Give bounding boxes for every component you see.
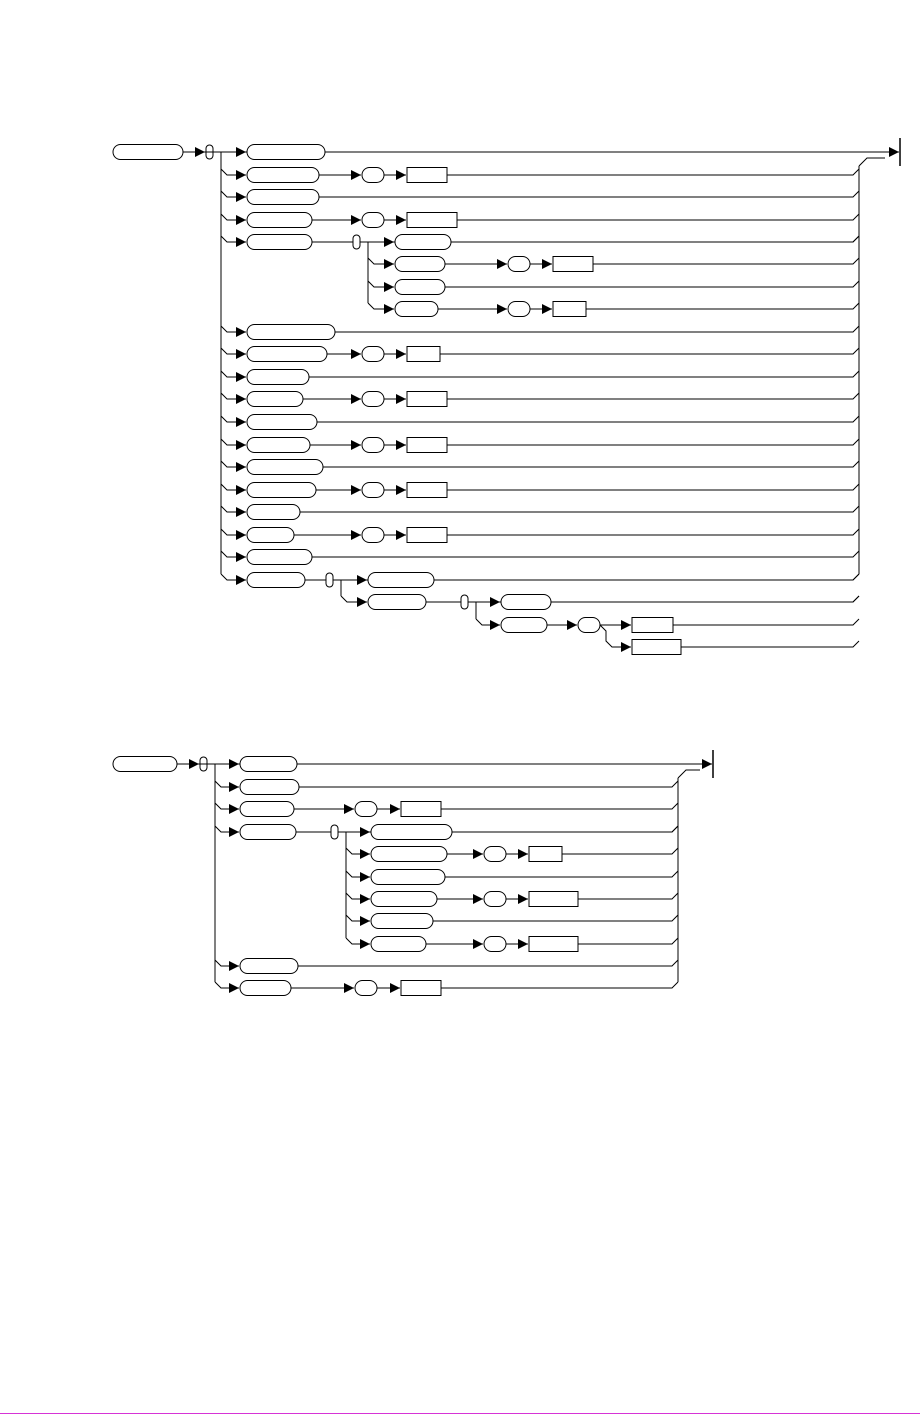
connector-line: [578, 893, 678, 899]
connector-line: [317, 416, 859, 422]
connector-line: [213, 152, 221, 574]
separator-circle: [362, 528, 384, 543]
keyword-pill: [247, 325, 335, 340]
keyword-pill: [368, 595, 426, 610]
keyword-pill: [240, 959, 298, 974]
connector-line: [346, 893, 370, 899]
connector-line: [298, 960, 678, 966]
keyword-pill: [113, 757, 177, 772]
keyword-pill: [395, 235, 451, 250]
parameter-box: [529, 892, 578, 907]
connector-line: [221, 236, 246, 242]
connector-line: [346, 871, 370, 877]
connector-line: [221, 214, 246, 220]
keyword-pill: [501, 595, 551, 610]
connector-line: [346, 915, 370, 921]
keyword-pill: [247, 573, 305, 588]
separator-circle: [362, 347, 384, 362]
connector-line: [678, 770, 700, 778]
keyword-pill: [247, 392, 303, 407]
keyword-pill: [368, 573, 434, 588]
syntax-diagram-1: [113, 138, 900, 655]
keyword-pill: [247, 347, 327, 362]
connector-line: [300, 506, 859, 512]
parameter-box: [407, 392, 447, 407]
connector-line: [476, 619, 500, 625]
separator-circle: [484, 847, 506, 862]
connector-line: [468, 602, 476, 619]
connector-line: [312, 551, 859, 557]
connector-line: [221, 348, 246, 354]
keyword-pill: [247, 415, 317, 430]
connector-line: [207, 764, 215, 982]
parameter-box: [407, 347, 440, 362]
separator-circle: [578, 618, 600, 633]
connector-line: [299, 781, 678, 787]
connector-line: [451, 236, 859, 242]
syntax-diagram-2: [113, 750, 713, 996]
keyword-pill: [395, 302, 438, 317]
connector-line: [445, 281, 859, 287]
separator-circle: [484, 937, 506, 952]
connector-line: [319, 191, 859, 197]
connector-line: [221, 169, 246, 175]
connector-line: [346, 938, 370, 944]
keyword-pill: [247, 438, 310, 453]
connector-line: [333, 580, 341, 596]
keyword-pill: [113, 145, 183, 160]
connector-line: [441, 982, 678, 988]
separator-circle: [362, 213, 384, 228]
parameter-box: [407, 528, 447, 543]
connector-line: [434, 574, 859, 580]
keyword-pill: [247, 370, 309, 385]
keyword-pill: [395, 280, 445, 295]
connector-line: [221, 551, 246, 557]
keyword-pill: [247, 460, 323, 475]
keyword-pill: [247, 213, 312, 228]
parameter-box: [401, 802, 441, 817]
keyword-pill: [247, 505, 300, 520]
keyword-pill: [247, 190, 319, 205]
connector-line: [309, 371, 859, 377]
connector-line: [447, 393, 859, 399]
connector-line: [457, 214, 859, 220]
connector-line: [221, 484, 246, 490]
keyword-pill: [371, 870, 445, 885]
parameter-box: [553, 302, 586, 317]
parameter-box: [407, 168, 447, 183]
connector-line: [681, 641, 859, 647]
parameter-box: [632, 618, 673, 633]
keyword-pill: [240, 780, 299, 795]
connector-line: [296, 826, 678, 832]
parameter-box: [401, 981, 441, 996]
branch-node: [461, 595, 468, 609]
connector-line: [447, 169, 859, 175]
connector-line: [221, 191, 246, 197]
connector-line: [346, 848, 370, 854]
separator-circle: [362, 392, 384, 407]
parameter-box: [529, 937, 578, 952]
connector-line: [593, 258, 859, 264]
keyword-pill: [247, 145, 325, 160]
parameter-box: [529, 847, 562, 862]
connector-line: [368, 281, 394, 287]
connector-line: [221, 393, 246, 399]
keyword-pill: [240, 981, 291, 996]
connector-line: [341, 596, 367, 602]
connector-line: [600, 625, 631, 647]
parameter-box: [407, 438, 447, 453]
connector-line: [215, 781, 239, 787]
separator-circle: [355, 802, 377, 817]
parameter-box: [407, 483, 447, 498]
branch-node: [331, 825, 338, 839]
separator-circle: [362, 438, 384, 453]
keyword-pill: [247, 550, 312, 565]
connector-line: [447, 439, 859, 445]
keyword-pill: [247, 483, 316, 498]
keyword-pill: [371, 892, 437, 907]
connector-line: [221, 326, 246, 332]
connector-line: [215, 826, 239, 832]
connector-line: [368, 303, 394, 309]
separator-circle: [508, 302, 530, 317]
connector-line: [433, 915, 678, 921]
connector-line: [221, 574, 246, 580]
connector-line: [221, 529, 246, 535]
connector-line: [215, 982, 239, 988]
connector-line: [312, 236, 859, 242]
keyword-pill: [240, 757, 297, 772]
connector-line: [221, 506, 246, 512]
branch-node: [326, 573, 333, 587]
keyword-pill: [240, 825, 296, 840]
connector-line: [447, 484, 859, 490]
separator-circle: [484, 892, 506, 907]
keyword-pill: [371, 847, 447, 862]
separator-circle: [508, 257, 530, 272]
connector-line: [338, 832, 346, 938]
separator-circle: [362, 168, 384, 183]
separator-circle: [355, 981, 377, 996]
parameter-box: [407, 213, 457, 228]
connector-line: [562, 848, 678, 854]
connector-line: [335, 326, 859, 332]
connector-line: [221, 416, 246, 422]
keyword-pill: [247, 528, 294, 543]
connector-line: [426, 596, 859, 602]
connector-line: [221, 461, 246, 467]
connector-line: [445, 871, 678, 877]
connector-line: [447, 529, 859, 535]
parameter-box: [632, 640, 681, 655]
connector-line: [323, 461, 859, 467]
connector-line: [586, 303, 859, 309]
keyword-pill: [501, 618, 547, 633]
connector-line: [215, 960, 239, 966]
connector-line: [360, 242, 368, 303]
keyword-pill: [247, 168, 319, 183]
connector-line: [440, 348, 859, 354]
connector-line: [441, 803, 678, 809]
page-footer-rule: [0, 1413, 920, 1414]
connector-line: [221, 371, 246, 377]
connector-line: [221, 439, 246, 445]
connector-line: [673, 619, 859, 625]
connector-line: [859, 158, 885, 166]
connector-line: [452, 826, 678, 832]
keyword-pill: [247, 235, 312, 250]
keyword-pill: [395, 257, 445, 272]
connector-line: [215, 803, 239, 809]
connector-line: [368, 258, 394, 264]
separator-circle: [362, 483, 384, 498]
keyword-pill: [240, 802, 294, 817]
parameter-box: [553, 257, 593, 272]
connector-line: [551, 596, 859, 602]
keyword-pill: [371, 825, 452, 840]
keyword-pill: [371, 914, 433, 929]
keyword-pill: [371, 937, 426, 952]
connector-line: [578, 938, 678, 944]
branch-node: [353, 235, 360, 249]
